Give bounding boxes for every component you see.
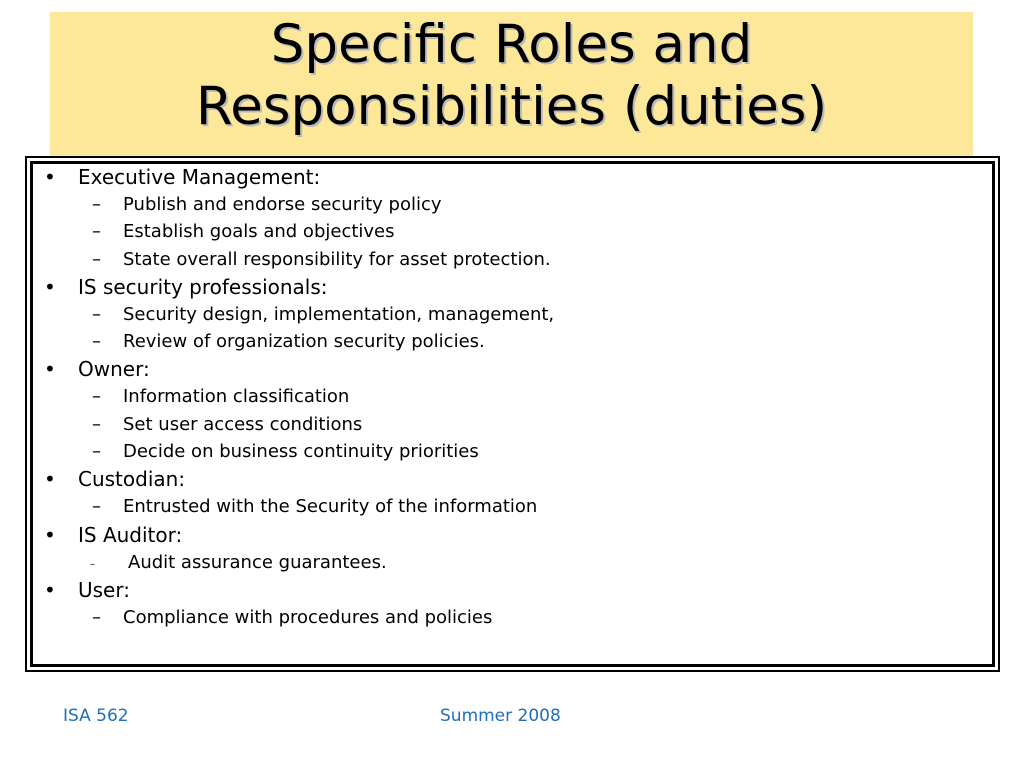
footer-course: ISA 562 (63, 706, 129, 726)
roles-list (44, 163, 554, 631)
role-owner (44, 355, 554, 383)
dash-icon: – (90, 558, 95, 570)
dash-icon: – (92, 386, 101, 408)
duty-item (44, 493, 554, 520)
role-label: IS Auditor: (78, 522, 183, 547)
duty-text: State overall responsibility for asset protection. (123, 248, 551, 270)
bullet-icon: • (44, 522, 56, 547)
duty-item (44, 411, 554, 438)
role-is-security-professionals (44, 273, 554, 301)
role-custodian (44, 465, 554, 493)
role-label: IS security professionals: (78, 274, 328, 299)
role-executive-management (44, 163, 554, 191)
duty-item (44, 301, 554, 328)
bullet-icon: • (44, 165, 56, 189)
duty-item (44, 218, 554, 245)
role-user (44, 576, 554, 604)
dash-icon: – (92, 413, 101, 435)
bullet-icon: • (44, 274, 56, 299)
title-line-1: Specific Roles and (270, 14, 753, 75)
slide-title (50, 14, 973, 138)
duty-item (44, 328, 554, 355)
duty-item (44, 246, 554, 273)
duty-text: Review of organization security policies. (123, 331, 485, 353)
duty-text: Set user access conditions (123, 413, 363, 435)
dash-icon: – (92, 496, 101, 518)
role-label: Custodian: (78, 467, 186, 492)
duty-text: Decide on business continuity priorities (123, 441, 479, 463)
duty-text: Entrusted with the Security of the information (123, 496, 538, 518)
duty-text: Audit assurance guarantees. (128, 551, 387, 573)
role-label: Owner: (78, 357, 150, 382)
duty-text: Security design, implementation, management, (123, 303, 555, 325)
duty-text: Establish goals and objectives (123, 221, 395, 243)
bullet-icon: • (44, 467, 56, 492)
duty-item (44, 549, 554, 576)
footer-term: Summer 2008 (440, 706, 561, 726)
bullet-icon: • (44, 357, 56, 382)
duty-item (44, 383, 554, 410)
duty-item (44, 191, 554, 218)
dash-icon: – (92, 194, 101, 215)
role-label: Executive Management: (78, 165, 321, 189)
dash-icon: – (92, 441, 101, 463)
role-is-auditor (44, 521, 554, 549)
dash-icon: – (92, 248, 101, 270)
dash-icon: – (92, 606, 101, 628)
dash-icon: – (92, 221, 101, 243)
dash-icon: – (92, 303, 101, 325)
duty-text: Publish and endorse security policy (123, 194, 442, 215)
duty-text: Information classification (123, 386, 350, 408)
title-line-2: Responsibilities (duties) (195, 76, 828, 137)
role-label: User: (78, 577, 130, 602)
dash-icon: – (92, 331, 101, 353)
duty-item (44, 438, 554, 465)
duty-item (44, 604, 554, 631)
duty-text: Compliance with procedures and policies (123, 606, 493, 628)
bullet-icon: • (44, 577, 56, 602)
